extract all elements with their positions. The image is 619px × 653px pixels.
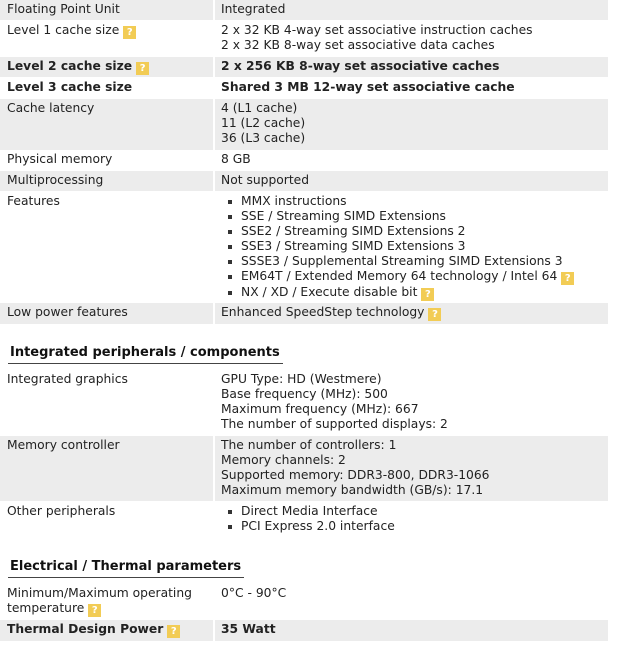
row-floating-point-unit	[0, 0, 608, 20]
row-label: Level 3 cache size	[7, 80, 133, 94]
row-label: Low power features	[0, 303, 213, 324]
help-icon[interactable]: ?	[123, 26, 136, 39]
row-value: Integrated	[215, 0, 608, 20]
row-value: 0°C - 90°C	[221, 586, 287, 600]
row-multiprocessing	[0, 171, 608, 191]
help-icon[interactable]: ?	[561, 272, 574, 285]
section-title-peripherals: Integrated peripherals / components	[8, 345, 283, 364]
list-item: Direct Media Interface	[221, 504, 608, 519]
features-list	[221, 194, 608, 301]
row-label: Floating Point Unit	[0, 0, 213, 20]
help-icon[interactable]: ?	[428, 308, 441, 321]
list-item: SSE3 / Streaming SIMD Extensions 3	[221, 239, 608, 254]
row-value: GPU Type: HD (Westmere) Base frequency (MHz): 500 Maximum frequency (MHz): 667 The number of supported displays: 2	[221, 372, 448, 431]
help-icon[interactable]: ?	[136, 62, 149, 75]
row-value	[215, 502, 608, 536]
row-value: Not supported	[215, 171, 608, 191]
list-item: SSE2 / Streaming SIMD Extensions 2	[221, 224, 608, 239]
row-value: 2 x 256 KB 8-way set associative caches	[215, 57, 608, 77]
row-label: Multiprocessing	[0, 171, 213, 191]
help-icon[interactable]: ?	[421, 288, 434, 301]
row-value: The number of controllers: 1 Memory channels: 2 Supported memory: DDR3-800, DDR3-1066 Maximum memory bandwidth (GB/s): 17.1	[215, 436, 608, 501]
list-item: MMX instructions	[221, 194, 608, 209]
row-value: Enhanced SpeedStep technology ?	[215, 303, 608, 324]
row-label: Level 1 cache size ?	[0, 21, 213, 57]
list-item: SSSE3 / Supplemental Streaming SIMD Extensions 3	[221, 254, 608, 269]
list-item: NX / XD / Execute disable bit ?	[221, 285, 608, 301]
row-other-peripherals	[0, 502, 608, 536]
help-icon[interactable]: ?	[167, 625, 180, 638]
row-label: Features	[7, 194, 60, 208]
row-value: 2 x 32 KB 4-way set associative instruction caches 2 x 32 KB 8-way set associative data caches	[221, 23, 533, 52]
row-integrated-graphics	[0, 370, 608, 434]
row-value: 35 Watt	[215, 620, 608, 641]
row-value	[215, 192, 608, 302]
row-label: Level 2 cache size ?	[0, 57, 213, 77]
row-label: Cache latency	[0, 99, 213, 150]
row-value: 4 (L1 cache) 11 (L2 cache) 36 (L3 cache)	[215, 99, 608, 150]
row-value: 8 GB	[221, 152, 251, 166]
row-label: Thermal Design Power ?	[0, 620, 213, 641]
row-label: Memory controller	[0, 436, 213, 501]
section-title-electrical: Electrical / Thermal parameters	[8, 559, 244, 578]
row-label: Minimum/Maximum operating temperature ?	[7, 586, 192, 616]
list-item: EM64T / Extended Memory 64 technology / Intel 64 ?	[221, 269, 608, 285]
row-memory-controller	[0, 436, 608, 501]
row-label: Other peripherals	[7, 504, 116, 518]
row-label: Integrated graphics	[7, 372, 128, 386]
row-level-1-cache	[0, 21, 608, 57]
row-cache-latency	[0, 99, 608, 150]
row-low-power-features	[0, 303, 608, 324]
help-icon[interactable]: ?	[88, 604, 101, 617]
row-level-3-cache	[0, 78, 608, 98]
row-label: Physical memory	[7, 152, 113, 166]
list-item: SSE / Streaming SIMD Extensions	[221, 209, 608, 224]
row-features	[0, 192, 608, 302]
row-level-2-cache	[0, 57, 608, 77]
row-physical-memory	[0, 150, 608, 170]
peripherals-list	[221, 504, 608, 534]
list-item: PCI Express 2.0 interface	[221, 519, 608, 534]
row-thermal-design-power	[0, 620, 608, 641]
row-operating-temperature	[0, 584, 608, 619]
row-value: Shared 3 MB 12-way set associative cache	[221, 80, 515, 94]
